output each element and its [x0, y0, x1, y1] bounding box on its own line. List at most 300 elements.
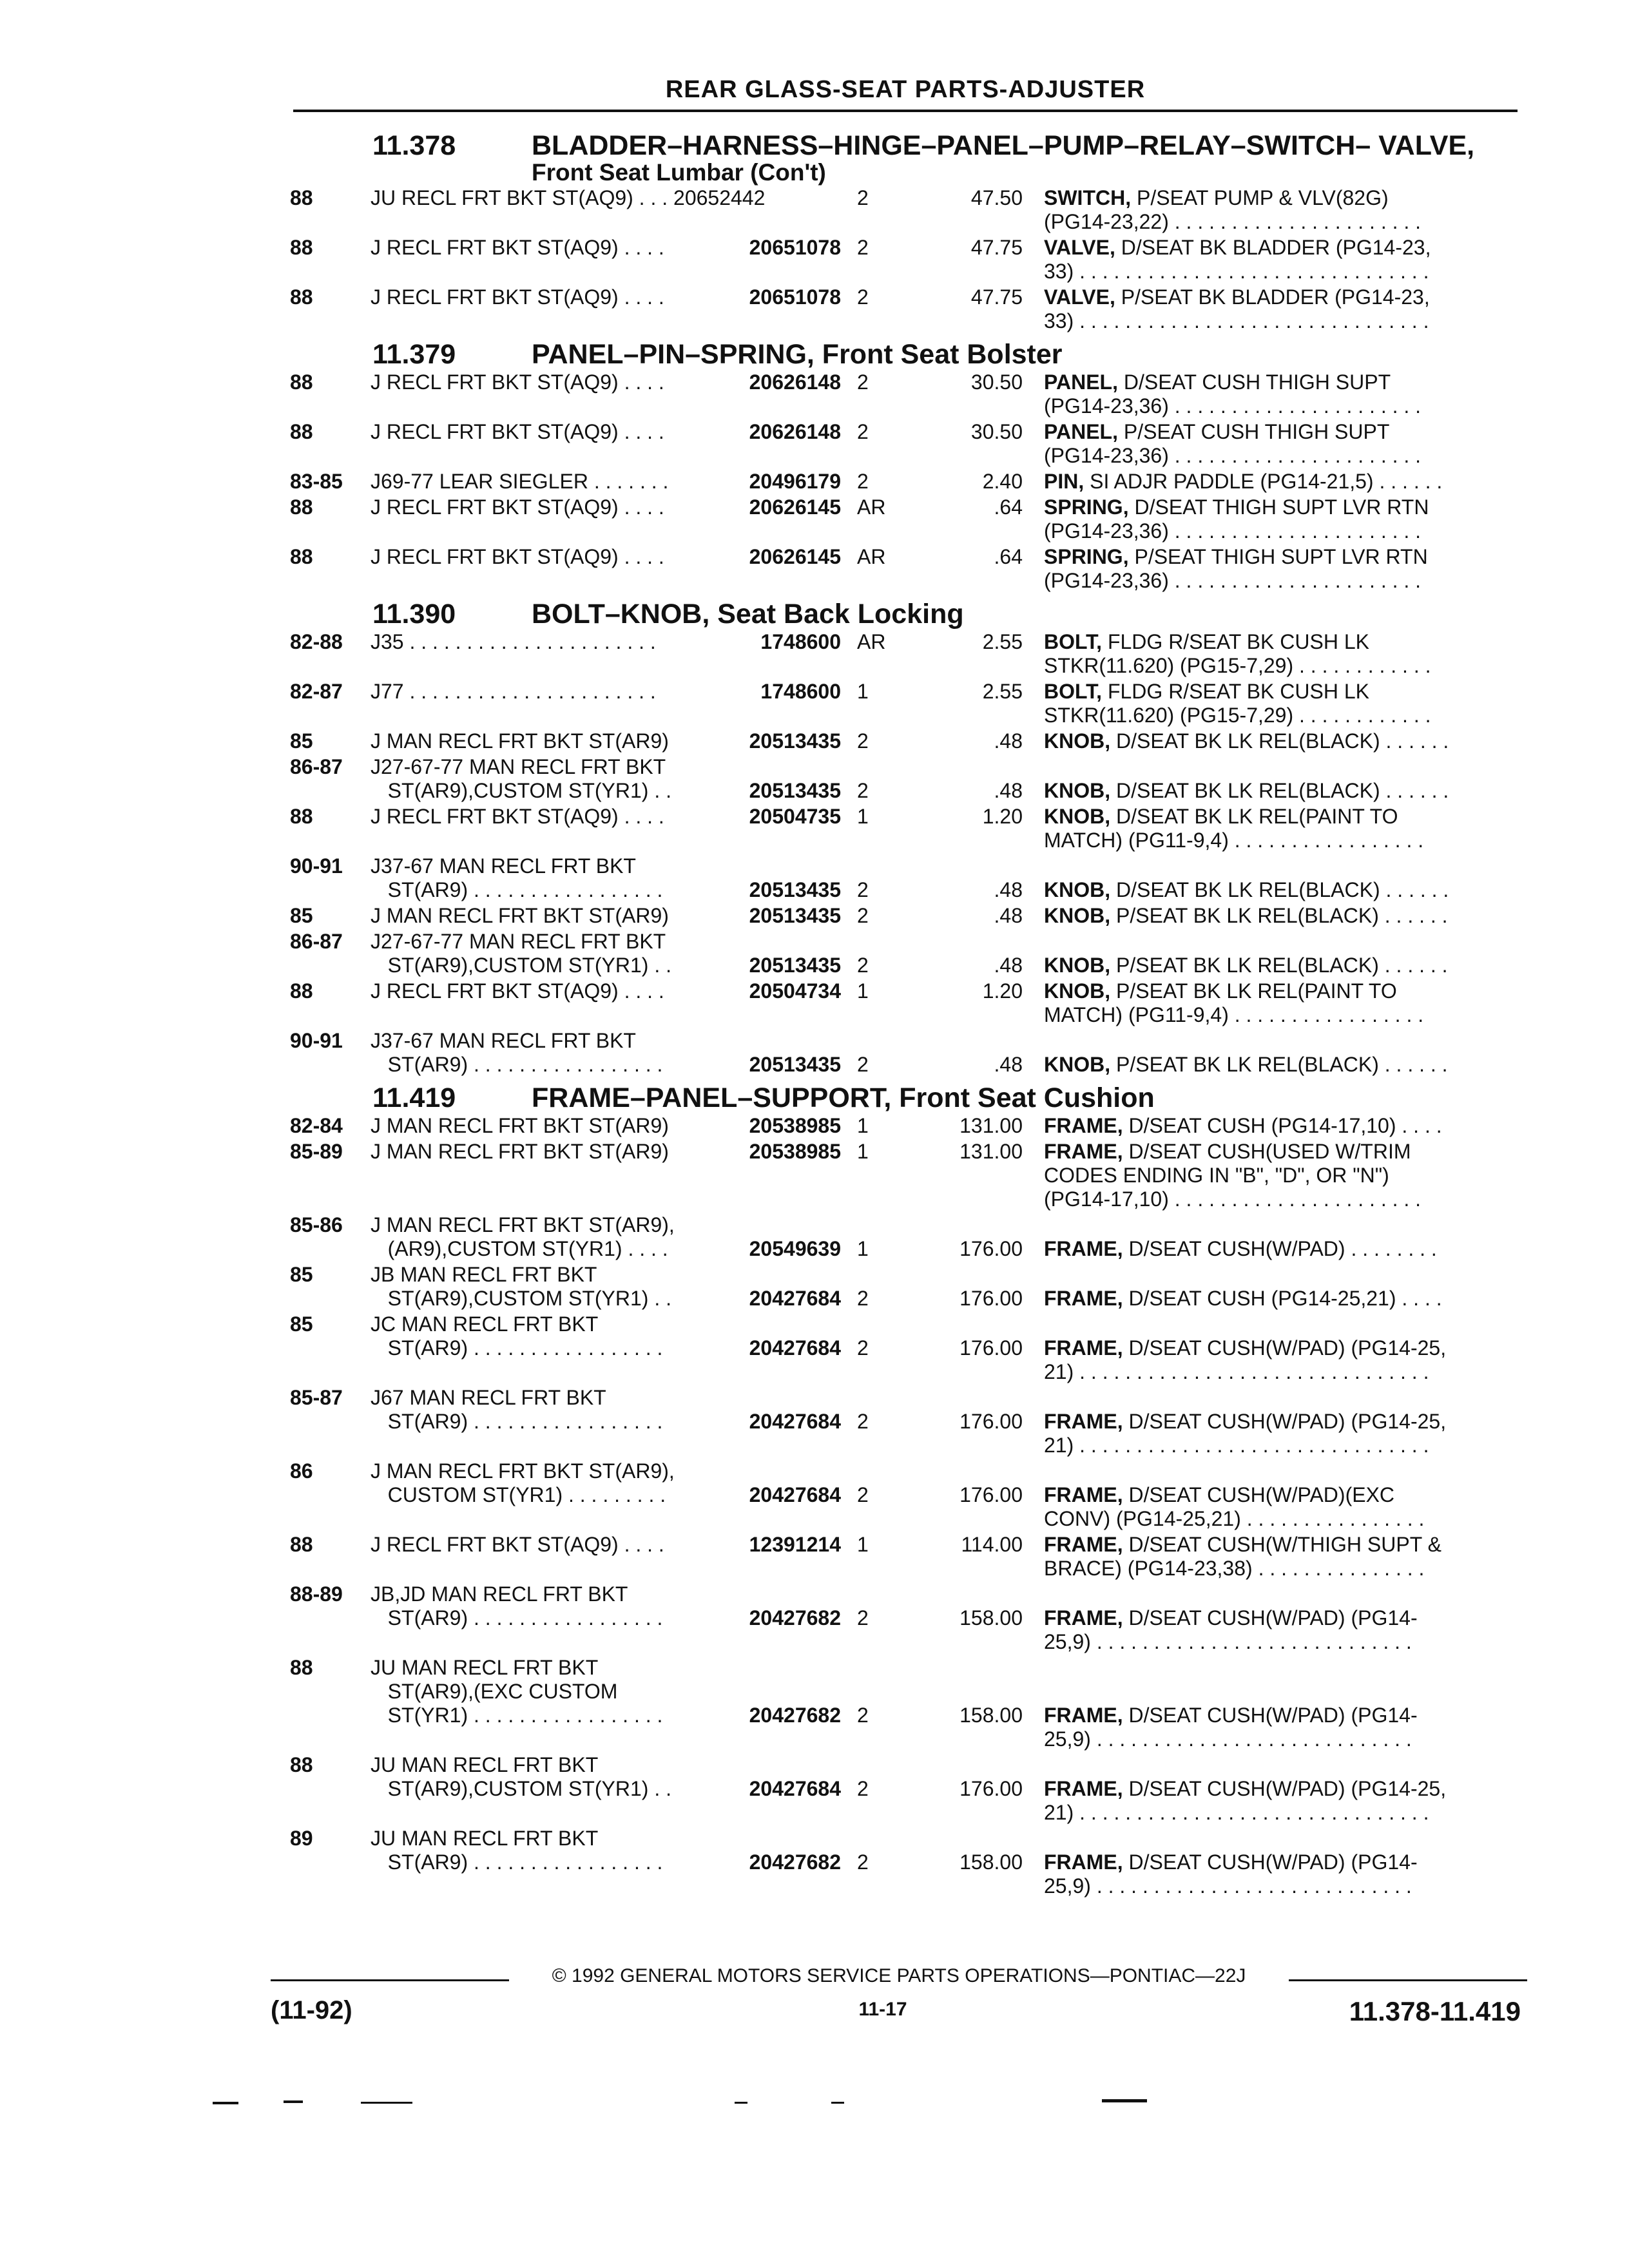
part-number: 20626148 — [749, 370, 841, 394]
part-name-text: D/SEAT CUSH(W/PAD) (PG14-25, — [1128, 1410, 1447, 1433]
application-line: J67 MAN RECL FRT BKT — [371, 1386, 606, 1409]
part-row — [290, 1827, 1521, 1900]
model-years: 86-87 — [290, 930, 343, 953]
quantity: 2 — [857, 236, 869, 259]
part-name-line: 33) . . . . . . . . . . . . . . . . . . . . . . . . . . . . . . . — [1044, 260, 1429, 283]
application-description — [371, 680, 751, 704]
part-name-keyword: FRAME, — [1044, 1237, 1123, 1260]
application-description — [371, 755, 751, 803]
price: 1.20 — [982, 805, 1023, 828]
part-name-text: D/SEAT CUSH THIGH SUPT — [1123, 370, 1391, 394]
part-name-text: P/SEAT PUMP & VLV(82G) — [1136, 186, 1389, 209]
application-line: ST(AR9),CUSTOM ST(YR1) . . — [371, 1777, 671, 1800]
part-name — [1044, 236, 1521, 284]
part-name-line — [1044, 979, 1521, 1003]
part-name — [1044, 630, 1521, 678]
part-name-line — [1044, 1850, 1521, 1874]
application-description — [371, 1753, 751, 1801]
footer-rule-right — [1289, 1979, 1527, 1981]
part-row — [290, 904, 1521, 930]
part-number: 20427682 — [749, 1704, 841, 1727]
part-row — [290, 285, 1521, 335]
part-name-text: P/SEAT BK LK REL(PAINT TO — [1116, 979, 1397, 1003]
quantity: 2 — [857, 1336, 869, 1360]
part-name-keyword: PANEL, — [1044, 370, 1118, 394]
price: 176.00 — [959, 1287, 1023, 1310]
quantity: 2 — [857, 420, 869, 443]
quantity: 1 — [857, 979, 869, 1003]
application-description — [371, 1533, 751, 1557]
part-row — [290, 1459, 1521, 1533]
price: .48 — [994, 729, 1023, 753]
part-number: 1748600 — [760, 680, 841, 703]
application-line: JU MAN RECL FRT BKT — [371, 1753, 599, 1776]
part-name — [1044, 1114, 1521, 1138]
part-name-text: P/SEAT CUSH THIGH SUPT — [1123, 420, 1390, 443]
application-line: CUSTOM ST(YR1) . . . . . . . . . — [371, 1483, 666, 1506]
model-years: 90-91 — [290, 1029, 343, 1052]
part-name-line — [1044, 805, 1521, 829]
application-description — [371, 630, 751, 654]
quantity: 1 — [857, 1533, 869, 1556]
header-rule — [293, 110, 1518, 112]
application-description — [371, 1582, 751, 1630]
scan-artifact — [213, 2102, 238, 2104]
model-years: 88 — [290, 370, 313, 394]
part-name-keyword: FRAME, — [1044, 1287, 1123, 1310]
part-name-line: (PG14-23,36) . . . . . . . . . . . . . . . . . . . . . . — [1044, 569, 1422, 592]
application-line: ST(AR9) . . . . . . . . . . . . . . . . . — [371, 1336, 663, 1360]
application-line: J MAN RECL FRT BKT ST(AR9), — [371, 1459, 675, 1483]
application-line: J MAN RECL FRT BKT ST(AR9), — [371, 1213, 675, 1236]
part-row — [290, 1753, 1521, 1827]
part-number: 20513435 — [749, 954, 841, 977]
price: 176.00 — [959, 1336, 1023, 1360]
price: 176.00 — [959, 1777, 1023, 1800]
model-years: 89 — [290, 1827, 313, 1850]
model-years: 88 — [290, 186, 313, 209]
part-row — [290, 1386, 1521, 1459]
part-name-keyword: FRAME, — [1044, 1850, 1123, 1874]
page-footer — [271, 1965, 1527, 2049]
part-name — [1044, 186, 1521, 234]
part-name-text: FLDG R/SEAT BK CUSH LK — [1107, 680, 1369, 703]
part-row — [290, 854, 1521, 904]
part-row — [290, 680, 1521, 729]
part-name-line: (PG14-23,22) . . . . . . . . . . . . . . . . . . . . . . — [1044, 210, 1422, 233]
quantity: 1 — [857, 1140, 869, 1163]
part-number: 20626145 — [749, 495, 841, 519]
application-line: J RECL FRT BKT ST(AQ9) . . . . — [371, 420, 664, 443]
quantity: AR — [857, 545, 886, 568]
application-description — [371, 1312, 751, 1360]
price: 2.55 — [982, 680, 1023, 703]
scan-artifact — [735, 2102, 747, 2104]
part-name-text: D/SEAT CUSH (PG14-25,21) . . . . — [1128, 1287, 1442, 1310]
part-name-keyword: PANEL, — [1044, 420, 1118, 443]
part-name-line — [1044, 1606, 1521, 1630]
part-name-text: D/SEAT BK LK REL(BLACK) . . . . . . — [1116, 779, 1449, 802]
part-name-line: 21) . . . . . . . . . . . . . . . . . . . . . . . . . . . . . . . — [1044, 1434, 1429, 1457]
part-name — [1044, 1410, 1521, 1457]
part-name-keyword: BOLT, — [1044, 630, 1103, 653]
part-name-line — [1044, 779, 1521, 803]
part-name — [1044, 1483, 1521, 1531]
application-line: J RECL FRT BKT ST(AQ9) . . . . — [371, 979, 664, 1003]
price: 47.75 — [970, 285, 1023, 309]
model-years: 85 — [290, 904, 313, 927]
price: .48 — [994, 904, 1023, 927]
part-name-line: (PG14-17,10) . . . . . . . . . . . . . . . . . . . . . . — [1044, 1187, 1422, 1211]
part-name-text: D/SEAT CUSH(W/PAD) (PG14- — [1128, 1606, 1418, 1629]
part-name-text: SI ADJR PADDLE (PG14-21,5) . . . . . . — [1090, 470, 1443, 493]
part-name-text: P/SEAT BK BLADDER (PG14-23, — [1121, 285, 1430, 309]
quantity: AR — [857, 630, 886, 653]
part-name-line: 33) . . . . . . . . . . . . . . . . . . . . . . . . . . . . . . . — [1044, 309, 1429, 332]
part-name — [1044, 979, 1521, 1027]
part-name — [1044, 904, 1521, 928]
part-row — [290, 930, 1521, 979]
part-name-line — [1044, 1704, 1521, 1727]
application-line: J MAN RECL FRT BKT ST(AR9) — [371, 729, 669, 753]
model-years: 88 — [290, 1533, 313, 1556]
application-line: J MAN RECL FRT BKT ST(AR9) — [371, 1140, 669, 1163]
part-name-line — [1044, 470, 1521, 494]
part-row — [290, 1263, 1521, 1312]
price: .64 — [994, 545, 1023, 568]
model-years: 83-85 — [290, 470, 343, 493]
model-years: 88 — [290, 420, 313, 443]
application-description — [371, 186, 766, 210]
application-line: J27-67-77 MAN RECL FRT BKT — [371, 930, 666, 953]
part-name-keyword: SPRING, — [1044, 495, 1129, 519]
application-line: J37-67 MAN RECL FRT BKT — [371, 1029, 636, 1052]
application-description — [371, 904, 751, 928]
part-name-keyword: FRAME, — [1044, 1410, 1123, 1433]
part-row — [290, 186, 1521, 236]
quantity: 2 — [857, 1777, 869, 1800]
page-header — [293, 76, 1518, 104]
part-number: 20496179 — [749, 470, 841, 493]
model-years: 85 — [290, 729, 313, 753]
application-line: J MAN RECL FRT BKT ST(AR9) — [371, 1114, 669, 1137]
copyright-notice: © 1992 GENERAL MOTORS SERVICE PARTS OPERATIONS—PONTIAC—22J — [552, 1965, 1246, 1986]
section-heading — [290, 1082, 1521, 1114]
part-row — [290, 495, 1521, 545]
part-name-text: P/SEAT BK LK REL(BLACK) . . . . . . — [1116, 1053, 1448, 1076]
price: 176.00 — [959, 1410, 1023, 1433]
application-line: JU MAN RECL FRT BKT — [371, 1656, 599, 1679]
application-description — [371, 420, 751, 444]
part-number: 20651078 — [749, 285, 841, 309]
part-name-line — [1044, 1410, 1521, 1434]
part-name-text: D/SEAT BK LK REL(BLACK) . . . . . . — [1116, 878, 1449, 901]
quantity: 2 — [857, 1606, 869, 1629]
model-years: 85 — [290, 1312, 313, 1336]
price: 158.00 — [959, 1704, 1023, 1727]
part-name-line: BRACE) (PG14-23,38) . . . . . . . . . . . . . . . — [1044, 1557, 1425, 1580]
part-number: 20549639 — [749, 1237, 841, 1260]
part-number: 20538985 — [749, 1114, 841, 1137]
part-number: 20427684 — [749, 1336, 841, 1360]
section-number: 11.378 — [372, 130, 456, 161]
part-name-text: D/SEAT CUSH(W/PAD) (PG14- — [1128, 1704, 1418, 1727]
part-row — [290, 1312, 1521, 1386]
application-description — [371, 470, 751, 494]
quantity: 1 — [857, 680, 869, 703]
part-name-text: D/SEAT CUSH(W/PAD) (PG14-25, — [1128, 1336, 1447, 1360]
model-years: 88 — [290, 285, 313, 309]
quantity: 2 — [857, 1287, 869, 1310]
section-subtitle: Front Seat Lumbar (Con't) — [532, 159, 826, 186]
part-name-line — [1044, 545, 1521, 569]
model-years: 82-87 — [290, 680, 343, 703]
model-years: 88 — [290, 979, 313, 1003]
price: 47.75 — [970, 236, 1023, 259]
application-line: ST(AR9) . . . . . . . . . . . . . . . . . — [371, 1850, 663, 1874]
part-number: 20538985 — [749, 1140, 841, 1163]
part-name — [1044, 954, 1521, 977]
application-description — [371, 1459, 751, 1507]
part-name-line — [1044, 1287, 1521, 1311]
part-name-line: MATCH) (PG11-9,4) . . . . . . . . . . . . . . . . . — [1044, 1003, 1424, 1026]
model-years: 88 — [290, 495, 313, 519]
part-name-line — [1044, 680, 1521, 704]
part-name-keyword: KNOB, — [1044, 1053, 1111, 1076]
section-heading — [290, 599, 1521, 630]
section-title: FRAME–PANEL–SUPPORT, Front Seat Cushion — [532, 1082, 1155, 1113]
part-number: 20427684 — [749, 1483, 841, 1506]
part-row — [290, 755, 1521, 805]
part-number: 20651078 — [749, 236, 841, 259]
part-name — [1044, 470, 1521, 494]
part-name-keyword: FRAME, — [1044, 1533, 1123, 1556]
part-name-text: P/SEAT THIGH SUPT LVR RTN — [1134, 545, 1428, 568]
quantity: 2 — [857, 954, 869, 977]
quantity: 1 — [857, 805, 869, 828]
part-number: 20513435 — [749, 878, 841, 901]
part-name-keyword: KNOB, — [1044, 904, 1111, 927]
section-heading — [290, 130, 1521, 162]
part-name-keyword: FRAME, — [1044, 1114, 1123, 1137]
part-name-keyword: PIN, — [1044, 470, 1084, 493]
part-name-line — [1044, 370, 1521, 394]
part-name-line — [1044, 1053, 1521, 1077]
application-line: JU MAN RECL FRT BKT — [371, 1827, 599, 1850]
application-line: J RECL FRT BKT ST(AQ9) . . . . — [371, 1533, 664, 1556]
part-name — [1044, 1336, 1521, 1384]
part-name — [1044, 545, 1521, 593]
scan-artifact — [284, 2100, 303, 2103]
part-name-line — [1044, 420, 1521, 444]
part-name — [1044, 1533, 1521, 1581]
part-number: 20513435 — [749, 1053, 841, 1076]
edition-date: (11-92) — [271, 1996, 352, 2024]
part-name — [1044, 1287, 1521, 1311]
section-title: BOLT–KNOB, Seat Back Locking — [532, 599, 964, 629]
application-description — [371, 1114, 751, 1138]
part-name-line — [1044, 1777, 1521, 1801]
application-line: ST(AR9) . . . . . . . . . . . . . . . . . — [371, 878, 663, 901]
part-name-keyword: FRAME, — [1044, 1704, 1123, 1727]
model-years: 86-87 — [290, 755, 343, 778]
price: 176.00 — [959, 1483, 1023, 1506]
part-name-line — [1044, 186, 1521, 210]
part-name-line: STKR(11.620) (PG15-7,29) . . . . . . . . . . . . — [1044, 704, 1431, 727]
price: .64 — [994, 495, 1023, 519]
application-line: JC MAN RECL FRT BKT — [371, 1312, 599, 1336]
application-description — [371, 1140, 751, 1164]
quantity: 2 — [857, 779, 869, 802]
application-description — [371, 1656, 751, 1727]
quantity: 1 — [857, 1237, 869, 1260]
application-description — [371, 930, 751, 977]
part-name-line — [1044, 1140, 1521, 1164]
part-name-keyword: FRAME, — [1044, 1606, 1123, 1629]
part-name-keyword: SPRING, — [1044, 545, 1129, 568]
part-name — [1044, 680, 1521, 727]
part-name-line: 25,9) . . . . . . . . . . . . . . . . . . . . . . . . . . . . — [1044, 1727, 1412, 1751]
part-name — [1044, 729, 1521, 753]
application-description — [371, 285, 751, 309]
application-line: ST(AR9) . . . . . . . . . . . . . . . . . — [371, 1606, 663, 1629]
part-name — [1044, 779, 1521, 803]
part-name — [1044, 1777, 1521, 1825]
part-row — [290, 1656, 1521, 1753]
model-years: 88 — [290, 1656, 313, 1679]
part-row — [290, 420, 1521, 470]
application-line: J69-77 LEAR SIEGLER . . . . . . . — [371, 470, 669, 493]
section-number: 11.390 — [372, 599, 456, 629]
price: 131.00 — [959, 1140, 1023, 1163]
model-years: 85 — [290, 1263, 313, 1286]
part-row — [290, 729, 1521, 755]
part-name-line — [1044, 904, 1521, 928]
part-name — [1044, 495, 1521, 543]
part-row — [290, 979, 1521, 1029]
section-number: 11.379 — [372, 339, 456, 370]
price: 176.00 — [959, 1237, 1023, 1260]
application-description — [371, 979, 751, 1003]
price: .48 — [994, 878, 1023, 901]
model-years: 85-86 — [290, 1213, 343, 1236]
quantity: 2 — [857, 904, 869, 927]
application-line: J RECL FRT BKT ST(AQ9) . . . . — [371, 285, 664, 309]
model-years: 90-91 — [290, 854, 343, 878]
quantity: 2 — [857, 285, 869, 309]
part-number: 20504735 — [749, 805, 841, 828]
application-line: J RECL FRT BKT ST(AQ9) . . . . — [371, 545, 664, 568]
part-name-keyword: KNOB, — [1044, 878, 1111, 901]
part-name-keyword: KNOB, — [1044, 779, 1111, 802]
part-name-line: 25,9) . . . . . . . . . . . . . . . . . . . . . . . . . . . . — [1044, 1630, 1412, 1653]
quantity: 2 — [857, 370, 869, 394]
application-description — [371, 236, 751, 260]
part-name — [1044, 1850, 1521, 1898]
model-years: 82-88 — [290, 630, 343, 653]
part-row — [290, 1213, 1521, 1263]
part-name-keyword: VALVE, — [1044, 285, 1115, 309]
price: .48 — [994, 954, 1023, 977]
part-name-line: CODES ENDING IN "B", "D", OR "N") — [1044, 1164, 1389, 1187]
application-description — [371, 1213, 751, 1261]
section-title: BLADDER–HARNESS–HINGE–PANEL–PUMP–RELAY–SWITCH– VALVE, — [532, 130, 1475, 161]
application-description — [371, 495, 751, 519]
parts-listing — [290, 126, 1521, 1900]
model-years: 88 — [290, 1753, 313, 1776]
part-name — [1044, 1140, 1521, 1211]
part-name-text: FLDG R/SEAT BK CUSH LK — [1107, 630, 1369, 653]
part-name-text: D/SEAT CUSH(W/PAD)(EXC — [1128, 1483, 1395, 1506]
application-description — [371, 545, 751, 569]
quantity: 2 — [857, 878, 869, 901]
part-row — [290, 1029, 1521, 1079]
application-description — [371, 370, 751, 394]
page-title: REAR GLASS-SEAT PARTS-ADJUSTER — [665, 76, 1146, 103]
application-line: J MAN RECL FRT BKT ST(AR9) — [371, 904, 669, 927]
part-name-line — [1044, 236, 1521, 260]
part-row — [290, 630, 1521, 680]
part-number: 20626148 — [749, 420, 841, 443]
part-name-line: (PG14-23,36) . . . . . . . . . . . . . . . . . . . . . . — [1044, 444, 1422, 467]
model-years: 85-87 — [290, 1386, 343, 1409]
application-description — [371, 1827, 751, 1874]
application-line: ST(AR9),CUSTOM ST(YR1) . . — [371, 1287, 671, 1310]
price: .48 — [994, 779, 1023, 802]
part-name-text: P/SEAT BK LK REL(BLACK) . . . . . . — [1116, 954, 1448, 977]
price: 1.20 — [982, 979, 1023, 1003]
part-name-line: CONV) (PG14-25,21) . . . . . . . . . . . . . . . . — [1044, 1507, 1425, 1530]
part-name-keyword: BOLT, — [1044, 680, 1103, 703]
part-name-line — [1044, 495, 1521, 519]
application-line: J37-67 MAN RECL FRT BKT — [371, 854, 636, 878]
part-row — [290, 470, 1521, 495]
part-name-text: D/SEAT THIGH SUPT LVR RTN — [1134, 495, 1429, 519]
part-name — [1044, 805, 1521, 852]
part-name — [1044, 285, 1521, 333]
part-name-text: D/SEAT CUSH(W/THIGH SUPT & — [1128, 1533, 1441, 1556]
footer-rule-left — [271, 1979, 509, 1981]
part-name-line: STKR(11.620) (PG15-7,29) . . . . . . . . . . . . — [1044, 654, 1431, 677]
quantity: 2 — [857, 729, 869, 753]
part-name-line: 25,9) . . . . . . . . . . . . . . . . . . . . . . . . . . . . — [1044, 1874, 1412, 1898]
part-name-line: (PG14-23,36) . . . . . . . . . . . . . . . . . . . . . . — [1044, 519, 1422, 543]
application-description — [371, 729, 751, 753]
price: .48 — [994, 1053, 1023, 1076]
part-name-line: (PG14-23,36) . . . . . . . . . . . . . . . . . . . . . . — [1044, 394, 1422, 418]
part-number: 20513435 — [749, 904, 841, 927]
part-name-line — [1044, 878, 1521, 902]
scan-artifact — [1102, 2099, 1147, 2102]
part-name-text: D/SEAT CUSH(W/PAD) (PG14-25, — [1128, 1777, 1447, 1800]
part-row — [290, 370, 1521, 420]
part-number: 12391214 — [749, 1533, 841, 1556]
quantity: 2 — [857, 1850, 869, 1874]
part-row — [290, 1114, 1521, 1140]
application-line: ST(AR9),CUSTOM ST(YR1) . . — [371, 954, 671, 977]
section-title: PANEL–PIN–SPRING, Front Seat Bolster — [532, 339, 1063, 370]
model-years: 86 — [290, 1459, 313, 1483]
quantity: 2 — [857, 1704, 869, 1727]
application-line: J RECL FRT BKT ST(AQ9) . . . . — [371, 370, 664, 394]
part-number: 20427684 — [749, 1410, 841, 1433]
application-description — [371, 1263, 751, 1311]
part-name-line — [1044, 1114, 1521, 1138]
part-name — [1044, 878, 1521, 902]
scan-artifact — [831, 2102, 844, 2104]
application-line: ST(AR9),(EXC CUSTOM — [371, 1680, 618, 1703]
part-name-text: D/SEAT CUSH (PG14-17,10) . . . . — [1128, 1114, 1442, 1137]
